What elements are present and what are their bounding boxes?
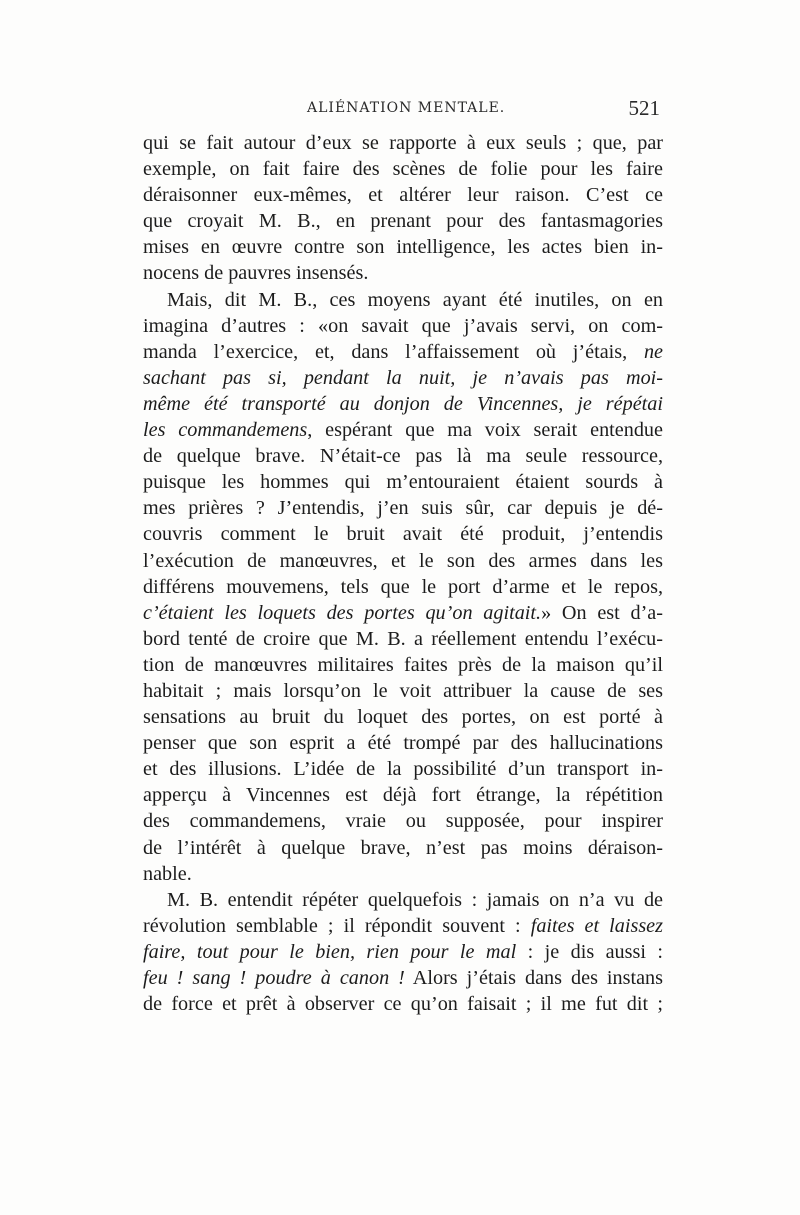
text-line: Mais, dit M. B., ces moyens ayant été inutiles, on en [167,288,663,311]
text-line: nable. [143,862,192,885]
page-number: 521 [628,96,660,120]
text-line: couvris comment le bruit avait été produit, j’entendis [143,523,663,546]
text-line: M. B. entendit répéter quelquefois : jamais on n’a vu de [167,888,663,911]
text-line: de l’intérêt à quelque brave, n’est pas moins déraison- [143,836,663,859]
text-line: c’étaient les loquets des portes qu’on agitait.» On est d’a- [143,601,663,624]
text-line: que croyait M. B., en prenant pour des fantasmagories [143,210,663,233]
text-line: sachant pas si, pendant la nuit, je n’avais pas moi- [143,366,663,389]
text-line: de force et prêt à observer ce qu’on faisait ; il me fut dit ; [143,993,663,1016]
text-line: penser que son esprit a été trompé par des hallucinations [143,732,663,755]
text-line: feu ! sang ! poudre à canon ! Alors j’étais dans des instans [143,967,664,989]
body-text [143,130,663,1017]
text-line: déraisonner eux-mêmes, et altérer leur raison. C’est ce [143,184,663,207]
text-line: mises en œuvre contre son intelligence, les actes bien in- [143,236,663,259]
text-line: les commandemens, espérant que ma voix serait entendue [143,419,663,442]
text-line: imagina d’autres : «on savait que j’avais servi, on com- [143,314,663,337]
text-line: bord tenté de croire que M. B. a réellement entendu l’exécu- [143,627,663,650]
text-line: puisque les hommes qui m’entouraient étaient sourds à [143,471,663,494]
text-line: et des illusions. L’idée de la possibilité d’un transport in- [143,758,663,781]
text-line: habitait ; mais lorsqu’on le voit attribuer la cause de ses [143,679,663,702]
text-line: nocens de pauvres insensés. [143,262,369,285]
text-line: même été transporté au donjon de Vincennes, je répétai [143,392,663,415]
text-line: révolution semblable ; il répondit souvent : faites et laissez [143,914,663,937]
text-line: faire, tout pour le bien, rien pour le mal : je dis aussi : [143,940,663,963]
text-line: des commandemens, vraie ou supposée, pour inspirer [143,810,663,833]
text-line: de quelque brave. N’était-ce pas là ma seule ressource, [143,445,663,468]
text-line: sensations au bruit du loquet des portes, on est porté à [143,706,663,729]
running-head: ALIÉNATION MENTALE. [307,100,506,116]
text-line: l’exécution de manœuvres, et le son des armes dans les [143,549,663,572]
text-line: mes prières ? J’entendis, j’en suis sûr, car depuis je dé- [143,497,663,520]
text-line: qui se fait autour d’eux se rapporte à eux seuls ; que, par [143,132,663,154]
text-line: tion de manœuvres militaires faites près de la maison qu’il [143,653,663,676]
page-header [145,96,660,126]
text-line: manda l’exercice, et, dans l’affaissement où j’étais, ne [143,340,663,363]
text-line: apperçu à Vincennes est déjà fort étrange, la répétition [143,784,663,807]
text-line: exemple, on fait faire des scènes de folie pour les faire [143,158,663,181]
text-line: différens mouvemens, tels que le port d’arme et le repos, [143,575,663,598]
